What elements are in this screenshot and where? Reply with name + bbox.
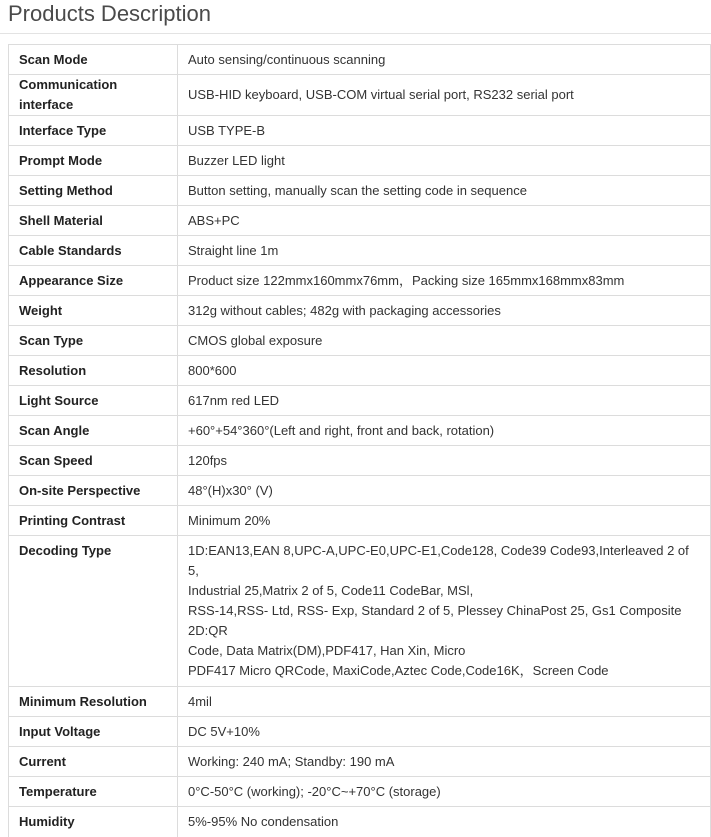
spec-label: Interface Type (9, 116, 178, 146)
spec-value: 48°(H)x30° (V) (178, 476, 711, 506)
spec-value: 0°C-50°C (working); -20°C~+70°C (storage) (178, 777, 711, 807)
spec-label: Weight (9, 296, 178, 326)
spec-table (8, 44, 711, 837)
table-row (9, 176, 711, 206)
table-row (9, 296, 711, 326)
table-row (9, 45, 711, 75)
spec-label: Current (9, 747, 178, 777)
spec-label: Humidity (9, 807, 178, 837)
spec-value: Buzzer LED light (178, 146, 711, 176)
spec-label: On-site Perspective (9, 476, 178, 506)
spec-label: Communication interface (9, 75, 178, 116)
spec-label: Decoding Type (9, 536, 178, 687)
table-row (9, 777, 711, 807)
table-row (9, 116, 711, 146)
spec-value: +60°+54°360°(Left and right, front and back, rotation) (178, 416, 711, 446)
table-row (9, 807, 711, 837)
table-row (9, 476, 711, 506)
spec-value: 312g without cables; 482g with packaging accessories (178, 296, 711, 326)
spec-value: USB-HID keyboard, USB-COM virtual serial port, RS232 serial port (178, 75, 711, 116)
table-row (9, 146, 711, 176)
table-row (9, 687, 711, 717)
table-row (9, 326, 711, 356)
spec-label: Temperature (9, 777, 178, 807)
spec-label: Setting Method (9, 176, 178, 206)
decoding-line: 1D:EAN13,EAN 8,UPC-A,UPC-E0,UPC-E1,Code128, Code39 Code93,Interleaved 2 of 5, (188, 543, 689, 578)
spec-value: USB TYPE-B (178, 116, 711, 146)
spec-value: Product size 122mmx160mmx76mm，Packing size 165mmx168mmx83mm (178, 266, 711, 296)
spec-label: Scan Angle (9, 416, 178, 446)
spec-value: Working: 240 mA; Standby: 190 mA (178, 747, 711, 777)
spec-label: Resolution (9, 356, 178, 386)
table-row (9, 236, 711, 266)
title-divider (0, 33, 711, 34)
spec-value: DC 5V+10% (178, 717, 711, 747)
table-row (9, 386, 711, 416)
table-row (9, 416, 711, 446)
spec-value: ABS+PC (178, 206, 711, 236)
decoding-line: RSS-14,RSS- Ltd, RSS- Exp, Standard 2 of 5, Plessey ChinaPost 25, Gs1 Composite 2D:QR (188, 603, 682, 638)
spec-value: Auto sensing/continuous scanning (178, 45, 711, 75)
spec-value: 617nm red LED (178, 386, 711, 416)
spec-label: Prompt Mode (9, 146, 178, 176)
table-row (9, 266, 711, 296)
spec-label: Scan Speed (9, 446, 178, 476)
table-row (9, 356, 711, 386)
spec-label: Light Source (9, 386, 178, 416)
decoding-line: Code, Data Matrix(DM),PDF417, Han Xin, Micro (188, 643, 466, 658)
table-row (9, 717, 711, 747)
table-row (9, 536, 711, 687)
page-title: Products Description (8, 1, 211, 26)
table-row (9, 506, 711, 536)
spec-value: 5%-95% No condensation (178, 807, 711, 837)
spec-label: Printing Contrast (9, 506, 178, 536)
spec-label: Cable Standards (9, 236, 178, 266)
spec-label: Appearance Size (9, 266, 178, 296)
spec-value: 800*600 (178, 356, 711, 386)
spec-label: Input Voltage (9, 717, 178, 747)
spec-value: 4mil (178, 687, 711, 717)
spec-value: 120fps (178, 446, 711, 476)
spec-label: Scan Type (9, 326, 178, 356)
decoding-line: Industrial 25,Matrix 2 of 5, Code11 CodeBar, MSl, (188, 583, 474, 598)
table-row (9, 446, 711, 476)
decoding-line: PDF417 Micro QRCode, MaxiCode,Aztec Code,Code16K，Screen Code (188, 663, 609, 678)
spec-value: Button setting, manually scan the setting code in sequence (178, 176, 711, 206)
spec-value: CMOS global exposure (178, 326, 711, 356)
table-row (9, 747, 711, 777)
spec-value-multiline (178, 536, 711, 687)
spec-label: Shell Material (9, 206, 178, 236)
spec-label: Scan Mode (9, 45, 178, 75)
table-row (9, 206, 711, 236)
table-row (9, 75, 711, 116)
spec-label: Minimum Resolution (9, 687, 178, 717)
spec-value: Straight line 1m (178, 236, 711, 266)
spec-value: Minimum 20% (178, 506, 711, 536)
